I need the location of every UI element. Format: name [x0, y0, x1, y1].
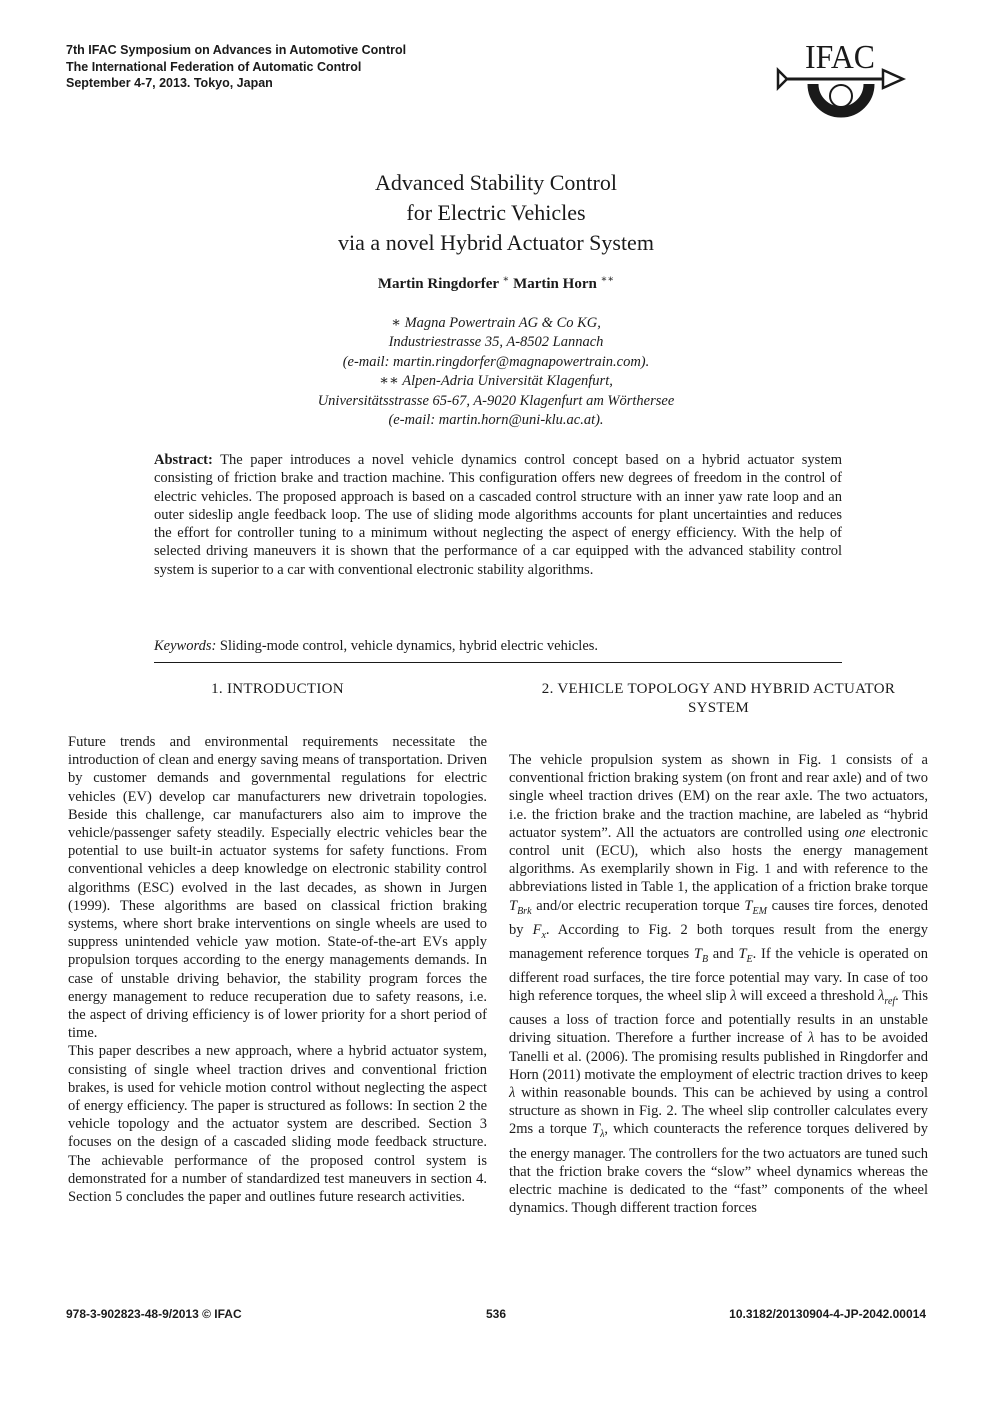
math-symbol: $T_{EM}$	[744, 897, 767, 917]
text-run: , which counteracts the reference torques delivered by the energy manager. The controllers for the two actuators are tuned such that the friction brake covers the “slow” wheel dynamics whereas the electric machine is dedicated to the “fast” components of the wheel dynamics. Though different traction forces	[509, 1121, 929, 1217]
math-symbol: λ	[807, 1030, 815, 1047]
keywords	[154, 638, 842, 655]
math-symbol: λ	[509, 1085, 516, 1102]
math-symbol: $T_{Brk}$	[509, 897, 532, 917]
author-name: Martin Horn	[513, 276, 597, 292]
text-run: The vehicle propulsion system as shown in Fig. 1 consists of a conventional friction braking system (on front and rear axle) and of two single wheel traction drives (EM) on the rear axle. The two actuators, i.e. the friction brake and the traction machine, are labeled as “hybrid actuator system”. All the actuators are controlled using	[509, 752, 928, 841]
math-symbol: $T_\lambda$	[591, 1121, 605, 1141]
conference-name: 7th IFAC Symposium on Advances in Automotive Control	[66, 43, 407, 57]
abstract	[154, 451, 842, 579]
isbn: 978-3-902823-48-9/2013 © IFAC	[66, 1307, 242, 1321]
abstract-divider	[154, 662, 842, 663]
abstract-label: Abstract:	[154, 452, 213, 468]
text-run: causes tire forces, denoted by	[509, 897, 928, 938]
ifac-logo-text: IFAC	[805, 39, 875, 76]
text-run: will exceed a threshold	[736, 988, 879, 1005]
text-run: within reasonable bounds. This can be achieved by using a control structure as shown in Fig. 2. The wheel slip controller calculates every 2ms a torque	[509, 1085, 928, 1138]
author-list	[0, 274, 992, 293]
page-number: 536	[486, 1307, 507, 1321]
text-run: . This causes a loss of traction force and potentially results in an unstable driving situation. Therefore a further increase of	[509, 988, 928, 1047]
affiliation-line: (e-mail: martin.ringdorfer@magnapowertrain.com).	[342, 353, 650, 370]
conference-date-location: September 4-7, 2013. Tokyo, Japan	[66, 76, 273, 90]
title-line: Advanced Stability Control	[375, 170, 617, 195]
author-mark: ∗	[502, 274, 510, 285]
heading-line: SYSTEM	[688, 700, 749, 716]
math-symbol: λ	[730, 988, 737, 1005]
affiliation-line: Industriestrasse 35, A-8502 Lannach	[388, 334, 604, 351]
section-heading-vehicle-topology	[509, 680, 928, 718]
title-line: via a novel Hybrid Actuator System	[338, 230, 654, 255]
text-run: has to be avoided Tanelli et al. (2006). The promising results published in Ringdorfer and Horn (2011) motivate the employment of electric traction drives to keep	[509, 1030, 928, 1083]
keywords-text: Sliding-mode control, vehicle dynamics, hybrid electric vehicles.	[219, 638, 599, 654]
text-run: . If the vehicle is operated on different road surfaces, the tire force potential may vary. In case of too high reference torques, the wheel slip	[509, 945, 928, 1005]
math-symbol: $F_x$	[532, 921, 546, 941]
paragraph	[509, 751, 928, 1217]
section-heading-introduction: 1. INTRODUCTION	[211, 681, 344, 697]
affiliation-line: ∗ Magna Powertrain AG & Co KG,	[391, 315, 601, 331]
math-symbol: $T_B$	[693, 945, 709, 965]
paragraph: This paper describes a new approach, where a hybrid actuator system, consisting of single wheel traction drives and conventional friction brakes, is used for vehicle motion control without neglecting the aspect of energy efficiency. The paper is structured as follows: In section 2 the vehicle topology and the actuator system are described. Section 3 focuses on the design of a cascaded sliding mode feedback structure. The achievable performance of the proposed control system is demonstrated for a number of standardized test maneuvers in section 4. Section 5 concludes the paper and outlines future research activities.	[68, 1043, 487, 1206]
affiliation-line: ∗∗ Alpen-Adria Universität Klagenfurt,	[379, 373, 613, 390]
page-footer	[66, 1307, 926, 1323]
title-line: for Electric Vehicles	[406, 200, 586, 225]
math-symbol: $\lambda_{ref}$	[878, 988, 896, 1007]
author-mark: ∗∗	[600, 274, 615, 285]
text-run: and	[708, 945, 739, 962]
left-column	[68, 733, 487, 1206]
author-name: Martin Ringdorfer	[377, 276, 499, 292]
keywords-label: Keywords:	[154, 638, 217, 654]
affiliation-line: (e-mail: martin.horn@uni-klu.ac.at).	[388, 412, 604, 429]
conference-header	[66, 42, 406, 92]
paragraph: Future trends and environmental requirements necessitate the introduction of clean and energy saving means of transportation. Driven by customer demands and governmental regulations for electric vehicles (EV) develop car manufacturers new drivetrain topologies. Beside this challenge, car manufacturers also aim to improve the vehicle/passenger safety steadily. Especially electric vehicles bear the potential to use built-in actuator systems for safety functions. From conventional vehicles a deep knowledge on electronic stability control algorithms (ESC) evolved in the last decades, as shown in Jurgen (1999). These algorithms are based on classical friction braking systems, where short brake interventions on single wheels are used to suppress unintended vehicle yaw motion. State-of-the-art EVs apply propulsion torques according to the energy managements demands. In case of unstable driving behavior, the stability program forces the energy management to reduce recuperation due to safety reasons, i.e. the aspect of driving efficiency is of lower priority for a short period of time.	[68, 734, 487, 1042]
text-run: electronic control unit (ECU), which also hosts the energy management algorithms. As exemplarily shown in Fig. 1 and with reference to the abbreviations listed in Table 1, the application of a friction brake torque	[509, 824, 928, 896]
doi: 10.3182/20130904-4-JP-2042.00014	[729, 1307, 926, 1321]
abstract-text: The paper introduces a novel vehicle dynamics control concept based on a hybrid actuator system consisting of friction brake and traction machine. This configuration offers new degrees of freedom in the control of electric vehicles. The proposed approach is based on a cascaded control structure with an inner yaw rate loop and an outer sideslip angle feedback loop. The use of sliding mode algorithms accounts for plant uncertainties and reduces the effort for controller tuning to a minimum without neglecting the aspect of energy efficiency. With the help of selected driving maneuvers it is shown that the performance of a car equipped with the advanced stability control system is superior to a car with conventional electronic stability algorithms.	[154, 452, 842, 578]
organization-name: The International Federation of Automatic Control	[66, 59, 362, 74]
affiliations	[0, 314, 992, 430]
paper-title	[0, 168, 992, 258]
text-run: and/or electric recuperation torque	[531, 897, 745, 914]
math-symbol: $T_E$	[738, 945, 753, 965]
ifac-logo	[775, 38, 910, 128]
heading-line: 2. VEHICLE TOPOLOGY AND HYBRID ACTUATOR	[541, 681, 896, 697]
right-column	[509, 751, 928, 1217]
affiliation-line: Universitätsstrasse 65-67, A-9020 Klagenfurt am Wörthersee	[317, 392, 675, 409]
emphasis: one	[844, 824, 866, 841]
text-run: . According to Fig. 2 both torques result from the energy management reference torques	[509, 921, 929, 962]
